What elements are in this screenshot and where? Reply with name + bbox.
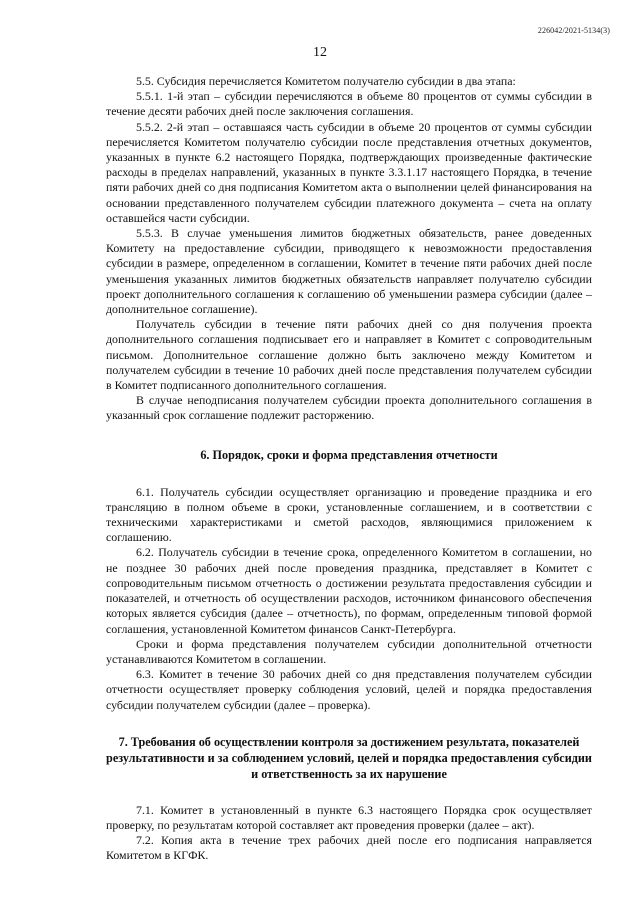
paragraph-6-2: 6.2. Получатель субсидии в течение срока, определенного Комитетом в соглашении, но не позднее 30 рабочих дней после проведения праздника, представляет в Комитет с сопроводительным письмом отчетность о достижении результата предоставления субсидии и показателей, и отчетность об осуществлении расходов, источником финансового обеспечения которых является субсидия (далее – отчетность), по формам, определенным типовой формой соглашения, установленной Комитетом финансов Санкт-Петербурга.	[106, 545, 592, 636]
paragraph-5-5-2: 5.5.2. 2-й этап – оставшаяся часть субсидии в объеме 20 процентов от суммы субсидии перечисляется Комитетом получателю субсидии после представления отчетных документов, указанных в пункте 6.2 настоящего Порядка, подтверждающих произведенные фактические расходы в пределах направлений, указанных в пункте 3.3.1.17 настоящего Порядка, в течение пяти рабочих дней со дня подписания Комитетом акта о выполнении целей финансирования на основании представленного получателем субсидии платежного документа – счета на оплату оставшейся части субсидии.	[106, 119, 592, 225]
paragraph-7-2: 7.2. Копия акта в течение трех рабочих дней после его подписания направляется Комитетом в КГФК.	[106, 833, 592, 863]
page-number: 12	[313, 45, 327, 60]
paragraph-6-1: 6.1. Получатель субсидии осуществляет организацию и проведение праздника и его трансляцию в полном объеме в сроки, установленные соглашением, и в соответствии с техническими характеристиками и сметой расходов, являющимися приложением к соглашению.	[106, 484, 592, 545]
section-7-title: 7. Требования об осуществлении контроля за достижением результата, показателей результативности и за соблюдением условий, целей и порядка предоставления субсидии и ответственность за их нарушение	[106, 734, 592, 781]
document-body	[106, 74, 592, 864]
paragraph-5-5-1: 5.5.1. 1-й этап – субсидии перечисляются в объеме 80 процентов от суммы субсидии в течение десяти рабочих дней после заключения соглашения.	[106, 89, 592, 119]
paragraph-5-5-3: 5.5.3. В случае уменьшения лимитов бюджетных обязательств, ранее доведенных Комитету на предоставление субсидии, приводящего к невозможности предоставления субсидии в размере, определенном в соглашении, Комитет в течение пяти рабочих дней после уменьшения указанных лимитов бюджетных обязательств направляет получателю субсидии проект дополнительного соглашения к соглашению об уменьшении размера субсидии (далее – дополнительное соглашение).	[106, 226, 592, 317]
paragraph-5-5-3-c: В случае неподписания получателем субсидии проекта дополнительного соглашения в указанный срок соглашение подлежит расторжению.	[106, 393, 592, 423]
paragraph-6-3: 6.3. Комитет в течение 30 рабочих дней со дня представления получателем субсидии отчетности осуществляет проверку соблюдения условий, целей и порядка предоставления субсидии получателем субсидии (далее – проверка).	[106, 667, 592, 712]
paragraph-5-5: 5.5. Субсидия перечисляется Комитетом получателю субсидии в два этапа:	[136, 74, 516, 88]
document-id: 226042/2021-5134(3)	[537, 26, 610, 35]
paragraph-7-1: 7.1. Комитет в установленный в пункте 6.3 настоящего Порядка срок осуществляет проверку, по результатам которой составляет акт проведения проверки (далее – акт).	[106, 802, 592, 832]
section-6-title: 6. Порядок, сроки и форма представления отчетности	[200, 447, 498, 462]
paragraph-5-5-3-b: Получатель субсидии в течение пяти рабочих дней со дня получения проекта дополнительного соглашения подписывает его и направляет в Комитет с сопроводительным письмом. Дополнительное соглашение должно быть заключено между Комитетом и получателем субсидии в течение 10 рабочих дней после представления получателем субсидии в Комитет подписанного дополнительного соглашения.	[106, 317, 592, 393]
paragraph-6-2-b: Сроки и форма представления получателем субсидии дополнительной отчетности устанавливаются Комитетом в соглашении.	[106, 636, 592, 666]
